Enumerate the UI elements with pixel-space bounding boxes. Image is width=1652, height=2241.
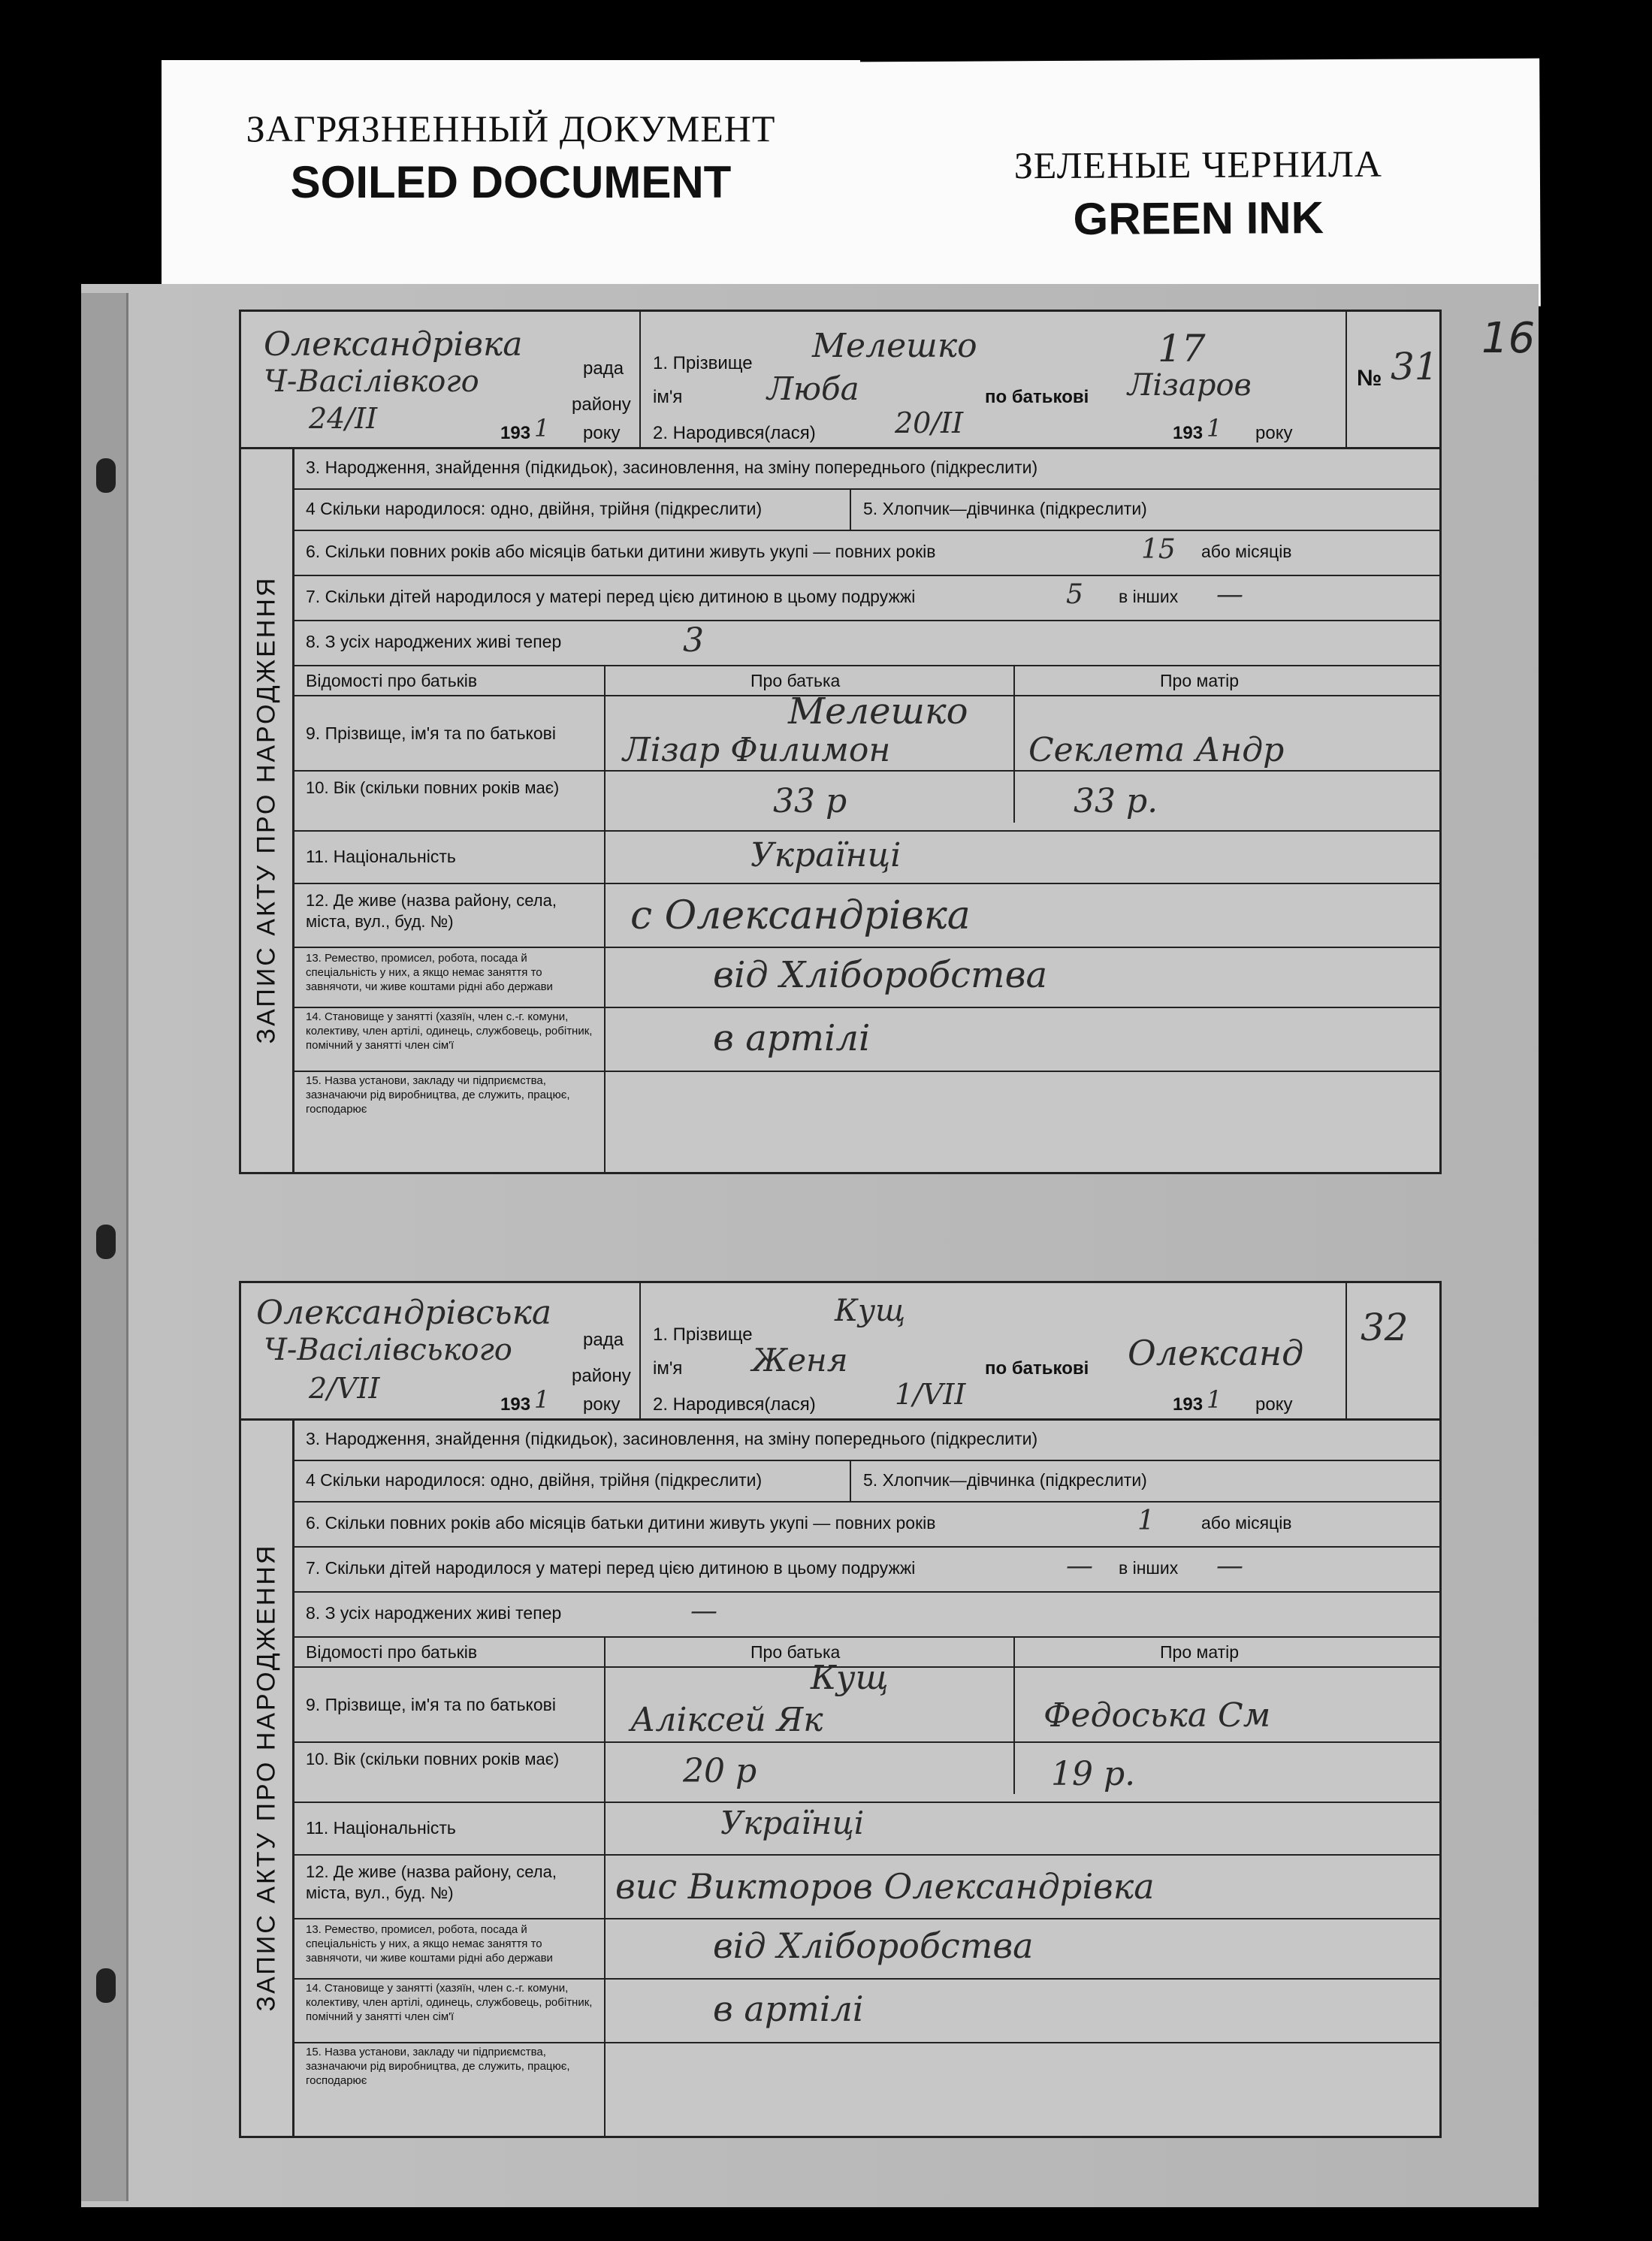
birth-record-31 xyxy=(239,310,1442,1174)
soiled-document-label xyxy=(162,60,860,301)
year-value: 1 xyxy=(534,414,550,442)
row-14: 14. Становище у занятті (хазяїн, член с.-г. комуни, колективу, член артілі, одинець, службовець, робітник, помічний у занятті член сім'ї в артілі xyxy=(292,1978,1439,2043)
header-divider xyxy=(639,1283,641,1418)
page-binding xyxy=(81,293,128,2201)
record-number: 32 xyxy=(1361,1306,1409,1349)
row-6: 6. Скільки повних років або місяців батьки дитини живуть укупі — повних років 15 або місяців xyxy=(292,530,1439,576)
rada-label: рада xyxy=(583,1330,624,1350)
surname-value: Кущ xyxy=(835,1294,906,1328)
record-rows xyxy=(292,447,1439,1172)
born-year-value: 1 xyxy=(1207,414,1222,442)
born-year-value: 1 xyxy=(1207,1385,1222,1414)
rayon-value: Ч-Васілівкого xyxy=(264,364,479,399)
surname-value: Мелешко xyxy=(812,327,977,365)
row-12: 12. Де живе (назва району, села, міста, вул., буд. №) вис Викторов Олександрівка xyxy=(292,1854,1439,1919)
patronymic-value: Олександ xyxy=(1128,1333,1304,1373)
rada-value: Олександрівка xyxy=(264,325,523,364)
rayon-value: Ч-Васілівського xyxy=(264,1333,512,1367)
name-value: Люба xyxy=(767,370,859,407)
patronymic-label: по батькові xyxy=(985,1358,1089,1379)
green-ink-label xyxy=(856,59,1541,310)
row-15: 15. Назва установи, закладу чи підприємства, зазначаючи рід виробництва, де служить, працює, господарює xyxy=(306,1074,570,1116)
rada-value: Олександрівська xyxy=(256,1294,552,1332)
side-title: ЗАПИС АКТУ ПРО НАРОДЖЕННЯ xyxy=(241,1418,294,2136)
born-year-prefix: 193 xyxy=(1173,1394,1204,1415)
row-7: 7. Скільки дітей народилося у матері перед цією дитиною в цьому подружжі 5 в інших — xyxy=(292,575,1439,621)
record-header xyxy=(241,312,1439,449)
row-13: 13. Ремество, промисел, робота, посада й спеціальність у них, а якщо немає заняття то завнячоти, чи живе коштами рідні або держави від Хліборобства xyxy=(292,1918,1439,1980)
row-columns-header: Відомості про батьків Про батька Про матір xyxy=(292,665,1439,696)
rayon-label: району xyxy=(572,394,631,415)
header-divider xyxy=(639,312,641,447)
row-8: 8. З усіх народжених живі тепер 3 xyxy=(292,620,1439,666)
row-12: 12. Де живе (назва району, села, міста, вул., буд. №) с Олександрівка xyxy=(292,883,1439,948)
year-value: 1 xyxy=(534,1385,550,1414)
name-value: Женя xyxy=(752,1342,848,1379)
record-number: 31 xyxy=(1391,345,1439,388)
name-label: ім'я xyxy=(653,387,683,407)
date-value: 2/VII xyxy=(309,1372,380,1405)
birth-record-32 xyxy=(239,1281,1442,2138)
row-13: 13. Ремество, промисел, робота, посада й спеціальність у них, а якщо немає заняття то завнячоти, чи живе коштами рідні або держави від Хліборобства xyxy=(292,947,1439,1008)
roku-label: року xyxy=(583,1394,621,1415)
row-10: 10. Вік (скільки повних років має) 20 р 19 р. xyxy=(292,1741,1439,1803)
row-4-5: 4 Скільки народилося: одно, двійня, трійня (підкреслити) 5. Хлопчик—дівчинка (підкреслити) xyxy=(292,488,1439,531)
side-title: ЗАПИС АКТУ ПРО НАРОДЖЕННЯ xyxy=(241,447,294,1172)
row-3: 3. Народження, знайдення (підкидьок), засиновлення, на зміну попереднього (підкреслити) xyxy=(292,1418,1439,1461)
born-value: 20/II xyxy=(895,406,964,439)
born-roku-label: року xyxy=(1255,1394,1293,1415)
rayon-label: району xyxy=(572,1366,631,1386)
year-prefix: 193 xyxy=(500,423,531,443)
date-value: 24/II xyxy=(309,402,378,435)
row-6: 6. Скільки повних років або місяців батьки дитини живуть укупі — повних років 1 або місяців xyxy=(292,1501,1439,1548)
row-3: 3. Народження, знайдення (підкидьок), засиновлення, на зміну попереднього (підкреслити) xyxy=(292,447,1439,490)
patronymic-label: по батькові xyxy=(985,387,1089,407)
soiled-label-en: SOILED DOCUMENT xyxy=(290,157,732,207)
row-8: 8. З усіх народжених живі тепер — xyxy=(292,1591,1439,1638)
name-label: ім'я xyxy=(653,1358,683,1379)
row-14: 14. Становище у занятті (хазяїн, член с.-г. комуни, колективу, член артілі, одинець, службовець, робітник, помічний у занятті член сім'ї в артілі xyxy=(292,1007,1439,1072)
row-9: 9. Прізвище, ім'я та по батькові Мелешко Лізар Филимон Секлета Андр xyxy=(292,695,1439,772)
roku-label: року xyxy=(583,423,621,443)
row-11: 11. Національність Українці xyxy=(292,1802,1439,1856)
page-number: 16 xyxy=(1481,314,1536,363)
born-roku-label: року xyxy=(1255,423,1293,443)
row-11: 11. Національність Українці xyxy=(292,830,1439,884)
binding-hole xyxy=(96,1968,116,2003)
record-header xyxy=(241,1283,1439,1421)
year-prefix: 193 xyxy=(500,1394,531,1415)
patronymic-value: Лізаров xyxy=(1128,368,1252,403)
row-15: 15. Назва установи, закладу чи підприємства, зазначаючи рід виробництва, де служить, працює, господарює xyxy=(306,2046,570,2087)
row-4-5: 4 Скільки народилося: одно, двійня, трійня (підкреслити) 5. Хлопчик—дівчинка (підкреслити) xyxy=(292,1460,1439,1503)
surname-label: 1. Прізвище xyxy=(653,353,753,373)
row-10: 10. Вік (скільки повних років має) 33 р 33 р. xyxy=(292,770,1439,832)
binding-hole xyxy=(96,458,116,493)
green-label-en: GREEN INK xyxy=(1073,192,1324,244)
surname-label: 1. Прізвище xyxy=(653,1324,753,1345)
born-value: 1/VII xyxy=(895,1378,966,1411)
header-divider xyxy=(1345,1283,1347,1418)
record-rows xyxy=(292,1418,1439,2136)
green-label-ru: ЗЕЛЕНЫЕ ЧЕРНИЛА xyxy=(1013,142,1383,187)
number-label: № xyxy=(1357,366,1382,391)
row-columns-header: Відомості про батьків Про батька Про матір xyxy=(292,1636,1439,1668)
header-divider xyxy=(1345,312,1347,447)
row-9: 9. Прізвище, ім'я та по батькові Кущ Аліксей Як Федоська См xyxy=(292,1666,1439,1743)
born-label: 2. Народився(лася) xyxy=(653,423,816,443)
soiled-label-ru: ЗАГРЯЗНЕННЫЙ ДОКУМЕНТ xyxy=(246,107,776,150)
rada-label: рада xyxy=(583,358,624,379)
binding-hole xyxy=(96,1225,116,1259)
row-7: 7. Скільки дітей народилося у матері перед цією дитиною в цьому подружжі — в інших — xyxy=(292,1546,1439,1593)
born-year-prefix: 193 xyxy=(1173,423,1204,443)
record-mark: 17 xyxy=(1158,327,1206,370)
born-label: 2. Народився(лася) xyxy=(653,1394,816,1415)
